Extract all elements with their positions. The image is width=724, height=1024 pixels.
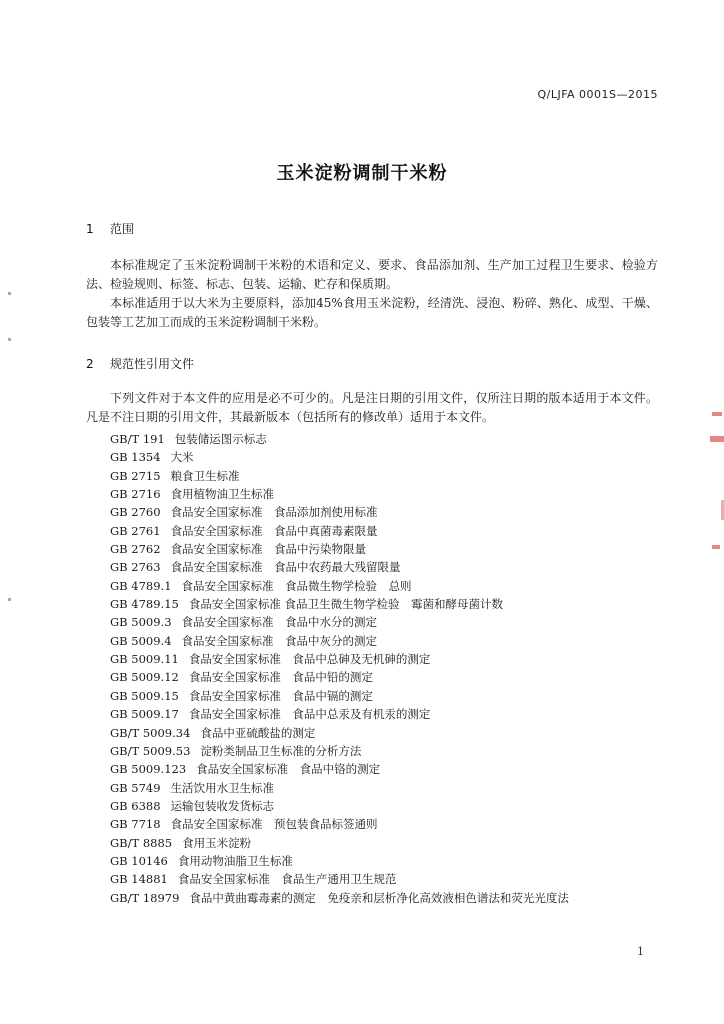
reference-item: [110, 467, 569, 485]
reference-code: GB 2761: [110, 523, 161, 538]
reference-name: 运输包装收发货标志: [170, 798, 275, 813]
reference-name: 食品安全国家标准 食品中农药最大残留限量: [170, 560, 401, 575]
reference-item: [110, 540, 569, 558]
reference-code: GB 14881: [110, 872, 168, 887]
reference-code: GB/T 191: [110, 432, 165, 446]
reference-code: GB/T 18979: [110, 890, 180, 905]
reference-name: 食品安全国家标准 食品中铬的测定: [196, 762, 381, 777]
reference-code: GB 6388: [110, 798, 161, 813]
scan-dot: [8, 598, 11, 601]
reference-item: [110, 834, 569, 852]
section-heading-scope: [86, 220, 134, 237]
reference-name: 食品安全国家标准 预包装食品标签通则: [170, 817, 378, 832]
reference-code: GB 5009.15: [110, 688, 179, 703]
reference-code: GB 2760: [110, 505, 161, 520]
section-title: 范围: [110, 222, 135, 236]
reference-code: GB 2762: [110, 542, 161, 557]
reference-item: [110, 522, 569, 540]
reference-list: [110, 430, 569, 907]
reference-name: 包装储运图示标志: [174, 432, 267, 446]
reference-item: [110, 503, 569, 521]
reference-item: [110, 889, 569, 907]
reference-code: GB 5009.17: [110, 707, 179, 722]
reference-item: [110, 870, 569, 888]
reference-name: 食品安全国家标准 食品卫生微生物学检验 霉菌和酵母菌计数: [188, 597, 504, 612]
scope-paragraph-1: 本标准规定了玉米淀粉调制干米粉的术语和定义、要求、食品添加剂、生产加工过程卫生要求、检验方法、检验规则、标签、标志、包装、运输、贮存和保质期。: [86, 258, 658, 291]
section-number: 2: [86, 357, 94, 371]
reference-code: GB 5009.4: [110, 633, 172, 648]
reference-name: 食品安全国家标准 食品中铅的测定: [188, 670, 373, 685]
reference-name: 食品安全国家标准 食品添加剂使用标准: [170, 505, 378, 520]
reference-name: 食品安全国家标准 食品中镉的测定: [188, 688, 373, 703]
reference-code: GB 2763: [110, 560, 161, 575]
reference-item: [110, 852, 569, 870]
scan-mark: [712, 412, 722, 416]
reference-name: 生活饮用水卫生标准: [170, 780, 275, 795]
reference-item: [110, 577, 569, 595]
reference-item: [110, 760, 569, 778]
reference-name: 食品安全国家标准 食品中真菌毒素限量: [170, 523, 378, 538]
reference-code: GB/T 8885: [110, 835, 173, 850]
reference-code: GB 10146: [110, 853, 168, 868]
reference-code: GB 1354: [110, 450, 161, 465]
reference-name: 淀粉类制品卫生标准的分析方法: [200, 743, 362, 758]
scan-mark: [710, 436, 724, 442]
document-code: Q/LJFA 0001S—2015: [537, 88, 658, 101]
reference-item: [110, 430, 569, 448]
reference-item: [110, 705, 569, 723]
section-number: 1: [86, 222, 94, 236]
reference-item: [110, 558, 569, 576]
reference-code: GB/T 5009.53: [110, 743, 191, 758]
scope-paragraph-2: 本标准适用于以大米为主要原料，添加45%食用玉米淀粉，经清洗、浸泡、粉碎、熟化、成型、干燥、包装等工艺加工而成的玉米淀粉调制干米粉。: [86, 296, 658, 329]
scan-mark: [712, 545, 720, 549]
reference-name: 食品安全国家标准 食品中水分的测定: [181, 615, 378, 630]
section-title: 规范性引用文件: [110, 357, 195, 371]
reference-item: [110, 668, 569, 686]
reference-code: GB 5009.11: [110, 652, 179, 667]
reference-name: 食品安全国家标准 食品微生物学检验 总则: [181, 578, 412, 593]
reference-name: 食品安全国家标准 食品中灰分的测定: [181, 633, 378, 648]
scan-dot: [8, 292, 11, 295]
reference-code: GB 5009.3: [110, 615, 172, 630]
reference-item: [110, 650, 569, 668]
reference-name: 食用植物油卫生标准: [170, 487, 275, 502]
reference-name: 食品中亚硫酸盐的测定: [200, 725, 316, 740]
reference-name: 大米: [170, 450, 194, 465]
reference-code: GB/T 5009.34: [110, 725, 191, 740]
reference-name: 食品中黄曲霉毒素的测定 免疫亲和层析净化高效液相色谱法和荧光光度法: [189, 890, 569, 905]
reference-name: 食品安全国家标准 食品中污染物限量: [170, 542, 367, 557]
reference-name: 食用玉米淀粉: [182, 835, 252, 850]
reference-item: [110, 797, 569, 815]
reference-item: [110, 595, 569, 613]
reference-item: [110, 779, 569, 797]
reference-code: GB 2716: [110, 487, 161, 502]
reference-code: GB 5009.12: [110, 670, 179, 685]
references-intro: 下列文件对于本文件的应用是必不可少的。凡是注日期的引用文件，仅所注日期的版本适用于本文件。凡是不注日期的引用文件，其最新版本（包括所有的修改单）适用于本文件。: [86, 391, 658, 424]
reference-code: GB 7718: [110, 817, 161, 832]
reference-name: 食品安全国家标准 食品中总砷及无机砷的测定: [188, 652, 431, 667]
reference-code: GB 2715: [110, 468, 161, 483]
reference-item: [110, 815, 569, 833]
section-heading-references: [86, 355, 194, 372]
reference-item: [110, 485, 569, 503]
reference-code: GB 4789.1: [110, 578, 172, 593]
reference-item: [110, 742, 569, 760]
reference-item: [110, 632, 569, 650]
reference-name: 食品安全国家标准 食品生产通用卫生规范: [177, 872, 397, 887]
reference-name: 食用动物油脂卫生标准: [177, 853, 293, 868]
reference-code: GB 5749: [110, 780, 161, 795]
reference-item: [110, 613, 569, 631]
reference-code: GB 5009.123: [110, 762, 187, 777]
reference-name: 食品安全国家标准 食品中总汞及有机汞的测定: [188, 707, 431, 722]
reference-item: [110, 448, 569, 466]
reference-name: 粮食卫生标准: [170, 468, 240, 483]
reference-code: GB 4789.15: [110, 597, 179, 612]
page-title: 玉米淀粉调制干米粉: [276, 163, 448, 184]
reference-item: [110, 724, 569, 742]
scan-dot: [8, 338, 11, 341]
reference-item: [110, 687, 569, 705]
page-number: 1: [637, 945, 644, 958]
